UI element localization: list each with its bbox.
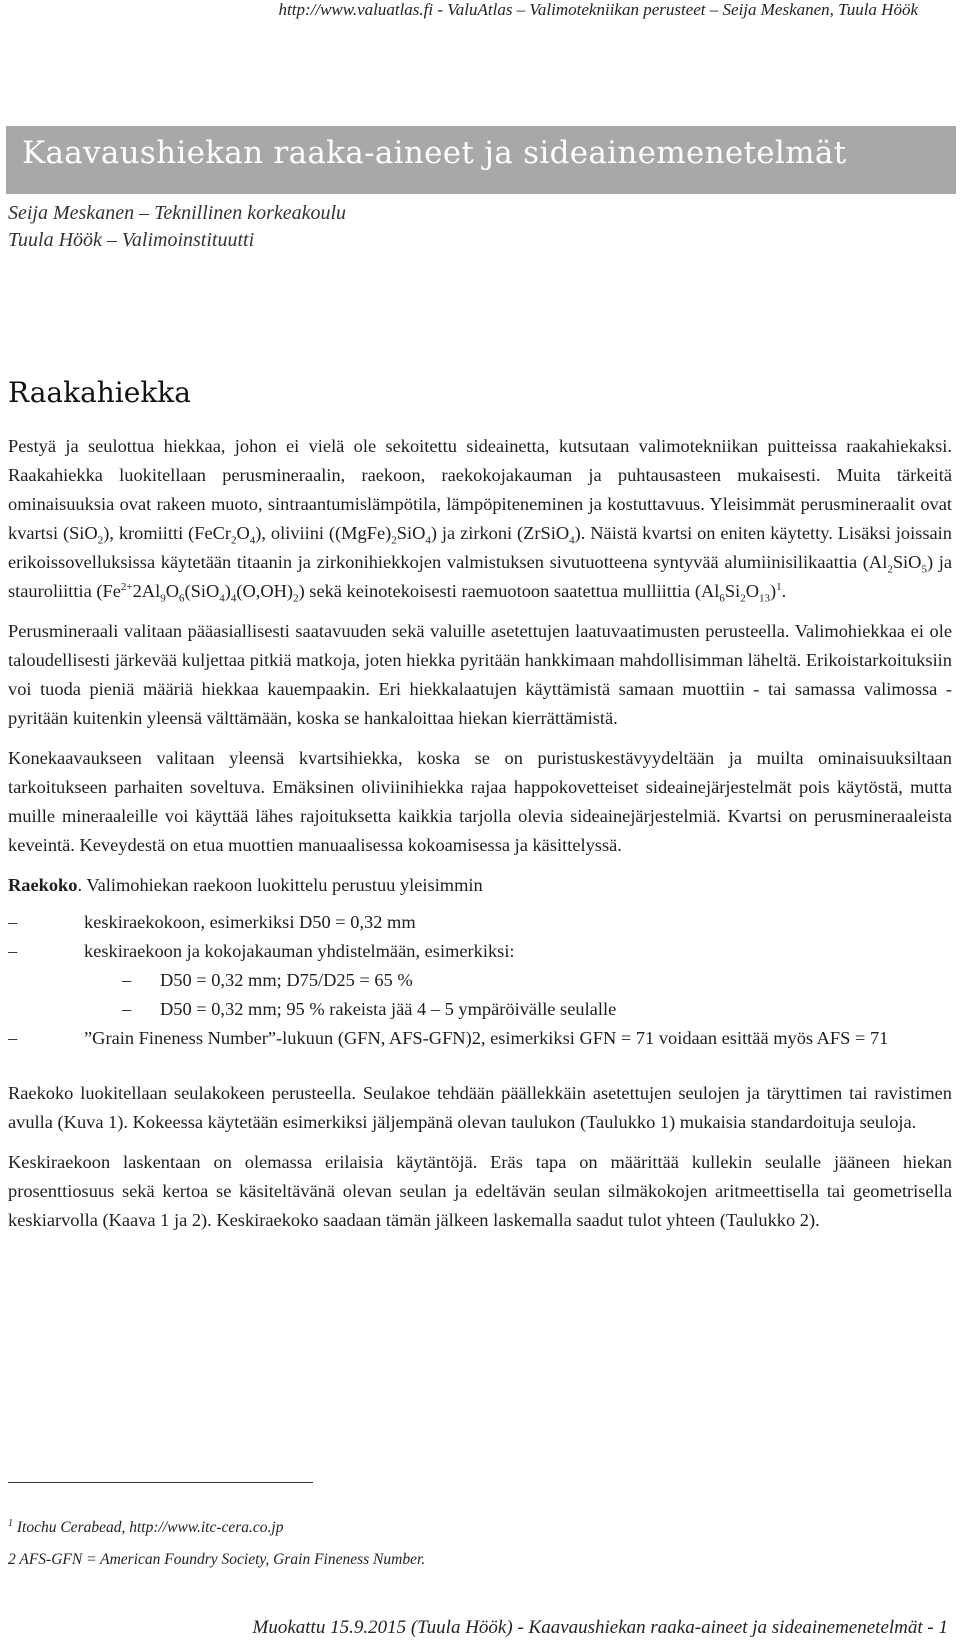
author-list (8, 200, 346, 254)
paragraph-sieve-test: Raekoko luokitellaan seulakokeen perusteella. Seulakoe tehdään päällekkäin asetettujen seulojen ja täryttimen tai ravistimen avulla (Kuva 1). Kokeessa käytetään esimerkiksi jäljempänä olevan taulukon (Taulukko 1) mukaisia standardoituja seuloja. (8, 1083, 952, 1132)
body-content (8, 432, 952, 1246)
footnotes (8, 1508, 425, 1576)
document-title: Kaavaushiekan raaka-aineet ja sideainemenetelmät (22, 135, 847, 171)
list-item: – D50 = 0,32 mm; D75/D25 = 65 % (122, 970, 413, 990)
list-item: – keskiraekoon ja kokojakauman yhdistelmään, esimerkiksi: (8, 941, 515, 961)
section-heading: Raakahiekka (8, 376, 191, 409)
list-item: – ”Grain Fineness Number”-lukuun (GFN, AFS-GFN)2, esimerkiksi GFN = 71 voidaan esittää myös AFS = 71 (8, 1028, 889, 1048)
raekoko-list-cont (8, 1024, 952, 1053)
author-line: Tuula Höök – Valimoinstituutti (8, 229, 255, 251)
footnote-2: 2 AFS-GFN = American Foundry Society, Grain Fineness Number. (8, 1551, 426, 1569)
author-line: Seija Meskanen – Teknillinen korkeakoulu (8, 202, 347, 224)
list-item: – keskiraekokoon, esimerkiksi D50 = 0,32 mm (8, 912, 416, 932)
paragraph-intro: Pestyä ja seulottua hiekkaa, johon ei vielä ole sekoitettu sideainetta, kutsutaan valimotekniikan puitteissa raakahiekaksi. Raakahiekka luokitellaan perusmineraalin, raekoon, raekokojakauman ja puhtausasteen mukaisesti. Muita tärkeitä ominaisuuksia ovat rakeen muoto, sintraantumislämpötila, lämpöpiteneminen ja kostuttavuus. Yleisimmät perusmineraalit ovat kvartsi (SiO$_2$), kromiitti $(FeCr_2O_4)$, oliviini $((MgFe)_2SiO_4)$ ja zirkoni (ZrSiO$_4$). Näistä kvartsi on eniten käytetty. Lisäksi joissain erikoissovelluksissa käytetään titaanin ja zirkonihiekkojen valmistuksen sivutuotteena syntyvää alumiinisilikaattia $(Al_2SiO_5)$ ja stauroliittia $(Fe^{2+}2Al_9O_6(SiO_4)_4(O,OH)_2)$ sekä keinotekoisesti raemuotoon saatettua mulliittia $(Al_6Si_2O_{13})^1$. (8, 436, 952, 605)
raekoko-sublist (8, 966, 952, 1024)
running-header: http://www.valuatlas.fi - ValuAtlas – Valimotekniikan perusteet – Seija Meskanen, Tuula Höök (278, 0, 918, 19)
title-banner (6, 126, 956, 194)
footnote-1: $^1$ Itochu Cerabead, http://www.itc-cera.co.jp (8, 1518, 284, 1537)
footnote-divider (8, 1482, 313, 1483)
page-footer: Muokattu 15.9.2015 (Tuula Höök) - Kaavaushiekan raaka-aineet ja sideainemenetelmät - 1 (252, 1617, 948, 1638)
raekoko-list (8, 908, 952, 966)
paragraph-raekoko-intro: Raekoko. Valimohiekan raekoon luokittelu perustuu yleisimmin (8, 875, 483, 895)
paragraph-mean-grain: Keskiraekoon laskentaan on olemassa erilaisia käytäntöjä. Eräs tapa on määrittää kullekin seulalle jääneen hiekan prosenttiosuus sekä kertoa se käsiteltävänä olevan seulan ja edeltävän seulan silmäkokojen aritmeettisella tai geometrisella keskiarvolla (Kaava 1 ja 2). Keskiraekoko saadaan tämän jälkeen laskemalla saadut tulot yhteen (Taulukko 2). (8, 1152, 952, 1230)
footnote-ref: 1 (776, 580, 782, 593)
raekoko-term: Raekoko (8, 875, 78, 895)
paragraph-mineral-choice: Perusmineraali valitaan pääasiallisesti saatavuuden sekä valuille asetettujen laatuvaatimusten perusteella. Valimohiekkaa ei ole taloudellisesti järkevää kuljettaa pitkiä matkoja, joten hiekka pyritään hankkimaan mahdollisimman läheltä. Erikoistarkoituksiin voi tuoda pieniä määriä hiekkaa kauempaakin. Eri hiekkalaatujen käyttämistä samaan muottiin - tai samassa valimossa - pyritään kuitenkin yleensä välttämään, koska se hankaloittaa hiekan kierrättämistä. (8, 621, 952, 728)
paragraph-machine-moulding: Konekaavaukseen valitaan yleensä kvartsihiekka, koska se on puristuskestävyydeltään ja muilta ominaisuuksiltaan tarkoitukseen parhaiten soveltuva. Emäksinen oliviinihiekka rajaa happokovetteiset sideainejärjestelmät pois käytöstä, mutta muille mineraaleille voi käyttää lähes rajoituksetta kaikkia tarjolla olevia sideainejärjestelmiä. Kvartsi on perusmineraaleista keveintä. Keveydestä on etua muottien manuaalisessa kokoamisessa ja käsittelyssä. (8, 748, 952, 855)
list-item: – D50 = 0,32 mm; 95 % rakeista jää 4 – 5 ympäröivälle seulalle (122, 999, 617, 1019)
